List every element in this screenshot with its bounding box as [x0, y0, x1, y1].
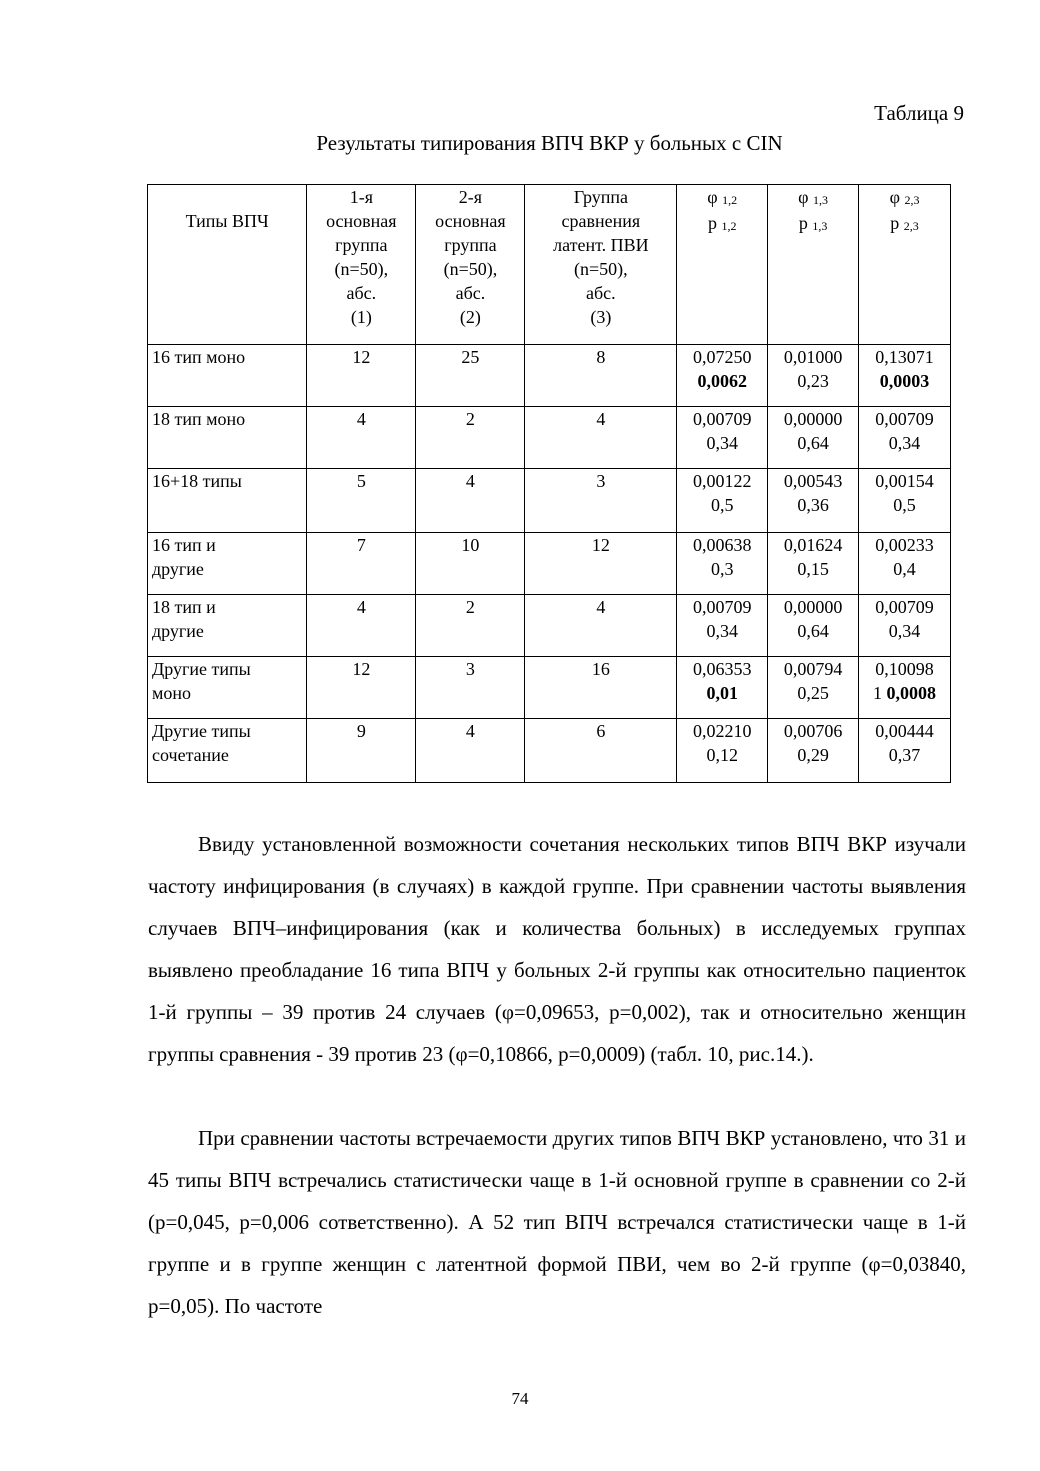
table-row — [148, 657, 951, 719]
header-group-1: 1-я основная группа (n=50), абс. (1) — [307, 185, 416, 345]
group-3-value: 12 — [525, 533, 677, 595]
body-paragraph-1: Ввиду установленной возможности сочетания нескольких типов ВПЧ ВКР изучали частоту инфицирования (в случаях) в каждой группе. При сравнении частоты выявления случаев ВПЧ–инфицирования (как и количества больных) в исследуемых группах выявлено преобладание 16 типа ВПЧ у больных 2-й группы как относительно пациенток 1-й группы – 39 против 24 случаев (φ=0,09653, р=0,002), так и относительно женщин группы сравнения - 39 против 23 (φ=0,10866, р=0,0009) (табл. 10, рис.14.). — [148, 832, 966, 1066]
group-2-value: 25 — [416, 345, 525, 407]
stat-13: 0,00543 0,36 — [768, 469, 859, 533]
group-1-value: 5 — [307, 469, 416, 533]
stat-13: 0,00706 0,29 — [768, 719, 859, 783]
stat-13: 0,00794 0,25 — [768, 657, 859, 719]
table-header-row — [148, 185, 951, 345]
stat-12: 0,00709 0,34 — [677, 595, 768, 657]
header-phi-p-13: φ $_{1,3}$ p $_{1,3}$ — [768, 185, 859, 345]
group-1-value: 12 — [307, 657, 416, 719]
row-type-name: 16 тип моно — [148, 345, 307, 407]
stat-12: 0,06353 0,01 — [677, 657, 768, 719]
row-type-name: 16+18 типы — [148, 469, 307, 533]
results-table — [147, 184, 951, 783]
group-3-value: 8 — [525, 345, 677, 407]
stat-23: 0,10098 1 0,0008 — [859, 657, 951, 719]
group-1-value: 9 — [307, 719, 416, 783]
stat-23: 0,00709 0,34 — [859, 595, 951, 657]
group-1-value: 7 — [307, 533, 416, 595]
row-type-name: 16 тип и другие — [148, 533, 307, 595]
stat-13: 0,01000 0,23 — [768, 345, 859, 407]
stat-13: 0,00000 0,64 — [768, 595, 859, 657]
group-2-value: 2 — [416, 407, 525, 469]
stat-23: 0,00709 0,34 — [859, 407, 951, 469]
stat-23: 0,00233 0,4 — [859, 533, 951, 595]
page-number: 74 — [511, 1389, 529, 1408]
table-row — [148, 719, 951, 783]
table-caption: Результаты типирования ВПЧ ВКР у больных с CIN — [316, 131, 783, 155]
group-2-value: 4 — [416, 719, 525, 783]
group-3-value: 6 — [525, 719, 677, 783]
group-3-value: 4 — [525, 407, 677, 469]
row-type-name: 18 тип моно — [148, 407, 307, 469]
stat-12: 0,00122 0,5 — [677, 469, 768, 533]
table-row — [148, 345, 951, 407]
stat-23: 0,00444 0,37 — [859, 719, 951, 783]
header-phi-p-23: φ $_{2,3}$ p $_{2,3}$ — [859, 185, 951, 345]
stat-13: 0,01624 0,15 — [768, 533, 859, 595]
group-2-value: 3 — [416, 657, 525, 719]
row-type-name: Другие типы моно — [148, 657, 307, 719]
body-paragraph-2: При сравнении частоты встречаемости других типов ВПЧ ВКР установлено, что 31 и 45 типы ВПЧ встречались статистически чаще в 1-й основной группе в сравнении со 2-й (р=0,045, р=0,006 сответственно). А 52 тип ВПЧ встречался статистически чаще в 1-й группе и в группе женщин с латентной формой ПВИ, чем во 2-й группе (φ=0,03840, р=0,05). По частоте — [148, 1126, 966, 1318]
header-comparison-group: Группа сравнения латент. ПВИ (n=50), абс. (3) — [525, 185, 677, 345]
stat-12: 0,00709 0,34 — [677, 407, 768, 469]
header-phi-p-12: φ $_{1,2}$ p $_{1,2}$ — [677, 185, 768, 345]
table-label: Таблица 9 — [874, 101, 964, 125]
stat-23: 0,13071 0,0003 — [859, 345, 951, 407]
header-group-2: 2-я основная группа (n=50), абс. (2) — [416, 185, 525, 345]
table-row — [148, 469, 951, 533]
group-3-value: 16 — [525, 657, 677, 719]
table-row — [148, 595, 951, 657]
stat-12: 0,07250 0,0062 — [677, 345, 768, 407]
stat-12: 0,00638 0,3 — [677, 533, 768, 595]
stat-13: 0,00000 0,64 — [768, 407, 859, 469]
stat-12: 0,02210 0,12 — [677, 719, 768, 783]
stat-23: 0,00154 0,5 — [859, 469, 951, 533]
group-3-value: 3 — [525, 469, 677, 533]
table-row — [148, 407, 951, 469]
group-3-value: 4 — [525, 595, 677, 657]
group-2-value: 2 — [416, 595, 525, 657]
group-1-value: 12 — [307, 345, 416, 407]
header-types: Типы ВПЧ — [148, 185, 307, 345]
table-row — [148, 533, 951, 595]
group-2-value: 10 — [416, 533, 525, 595]
group-1-value: 4 — [307, 595, 416, 657]
group-1-value: 4 — [307, 407, 416, 469]
row-type-name: Другие типы сочетание — [148, 719, 307, 783]
row-type-name: 18 тип и другие — [148, 595, 307, 657]
group-2-value: 4 — [416, 469, 525, 533]
